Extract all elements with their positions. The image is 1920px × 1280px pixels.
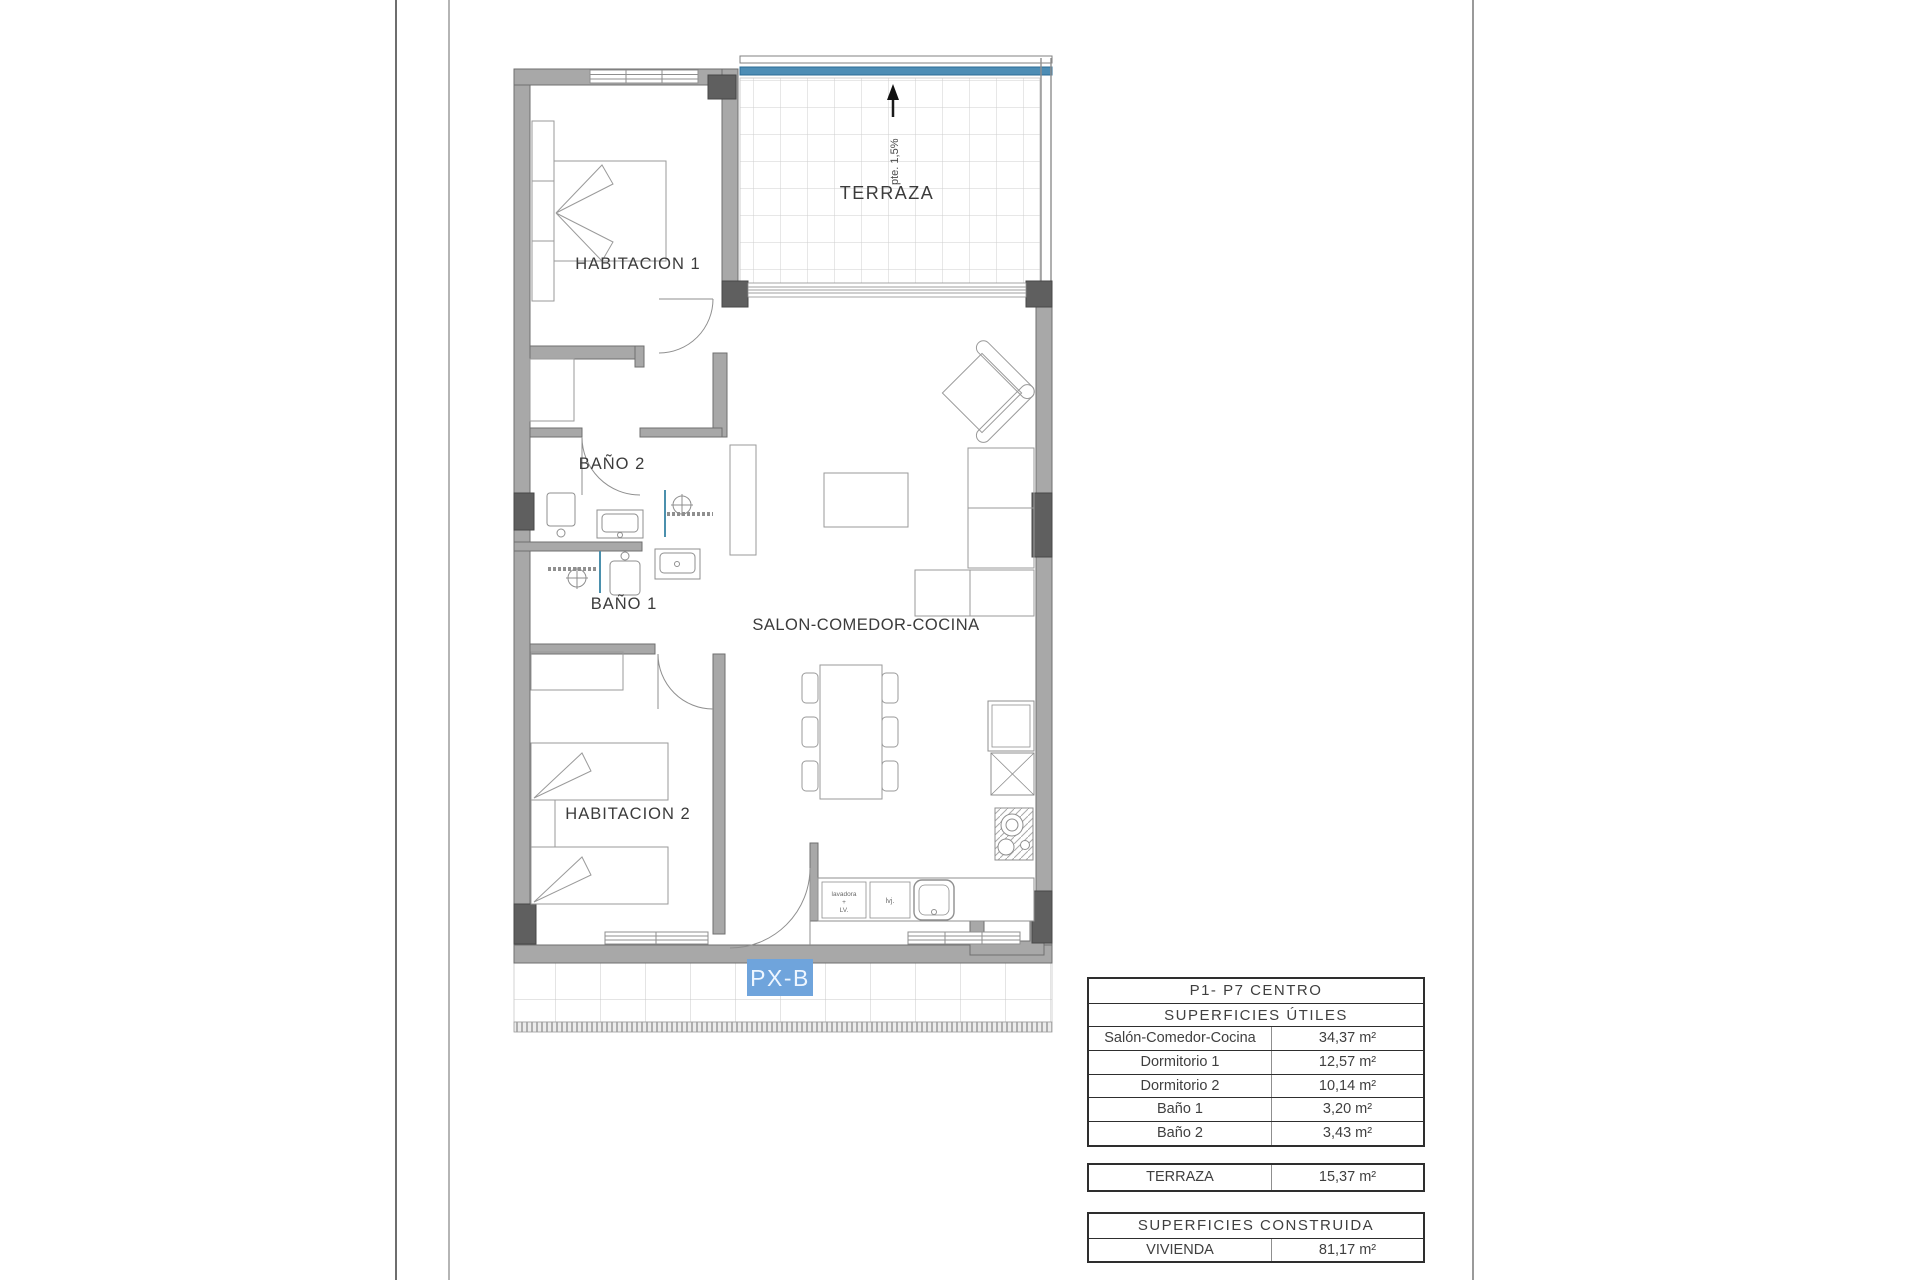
walkway-edge-hatch [514, 1022, 1052, 1032]
row-label: Dormitorio 1 [1089, 1051, 1272, 1074]
label-bano1: BAÑO 1 [590, 595, 658, 613]
table-title: P1- P7 CENTRO [1189, 982, 1323, 999]
table-row [1089, 1097, 1423, 1121]
row-value: 10,14 m² [1318, 1077, 1377, 1094]
label-terraza: TERRAZA [839, 183, 935, 203]
table-superficies-construida [1087, 1212, 1425, 1263]
table-row [1089, 1050, 1423, 1074]
label-salon: SALON-COMEDOR-COCINA [752, 616, 980, 634]
label-appliance1-l3: LV. [839, 907, 849, 914]
table-row [1089, 1121, 1423, 1145]
row-label: VIVIENDA [1089, 1239, 1272, 1262]
table-row [1089, 1074, 1423, 1098]
sheet-fold-line-left [395, 0, 397, 1280]
row-value: 15,37 m² [1318, 1169, 1377, 1185]
table-row [1089, 1026, 1423, 1050]
row-label: Dormitorio 2 [1089, 1075, 1272, 1098]
table-row [1089, 1165, 1423, 1190]
label-appliance2: lvj. [885, 898, 895, 905]
row-label: TERRAZA [1089, 1165, 1272, 1190]
unit-label-text: PX-B [750, 965, 810, 991]
label-bano2: BAÑO 2 [578, 455, 646, 473]
table-subtitle: SUPERFICIES ÚTILES [1164, 1006, 1348, 1024]
table-subtitle-row [1089, 1003, 1423, 1027]
row-label: Salón-Comedor-Cocina [1089, 1027, 1272, 1050]
table-title-row [1089, 979, 1423, 1003]
row-value: 34,37 m² [1318, 1030, 1377, 1047]
sheet-fold-line-left-inner [448, 0, 450, 1280]
table-title-row [1089, 1214, 1423, 1238]
row-value: 3,43 m² [1322, 1125, 1373, 1142]
table-superficies-utiles [1087, 977, 1425, 1147]
sliding-door [748, 283, 1026, 297]
table-terraza [1087, 1163, 1425, 1192]
terrace-top-rail [740, 56, 1052, 63]
table-row [1089, 1238, 1423, 1262]
row-value: 81,17 m² [1318, 1241, 1377, 1258]
table-title: SUPERFICIES CONSTRUIDA [1137, 1217, 1375, 1234]
label-appliance1-l2: + [842, 899, 846, 906]
floor-plan-svg [510, 53, 1070, 1043]
label-appliance1-l1: lavadora [831, 891, 857, 898]
terrace-glass-balustrade [740, 67, 1052, 75]
row-value: 3,20 m² [1322, 1101, 1373, 1118]
row-value: 12,57 m² [1318, 1054, 1377, 1071]
row-label: Baño 2 [1089, 1122, 1272, 1145]
unit-label [747, 959, 813, 996]
label-habitacion1: HABITACION 1 [575, 255, 701, 273]
floor-plan [510, 53, 1070, 1043]
label-habitacion2: HABITACION 2 [565, 805, 691, 823]
label-slope: pte. 1,5% [889, 138, 901, 185]
row-label: Baño 1 [1089, 1098, 1272, 1121]
sheet-fold-line-right [1472, 0, 1474, 1280]
